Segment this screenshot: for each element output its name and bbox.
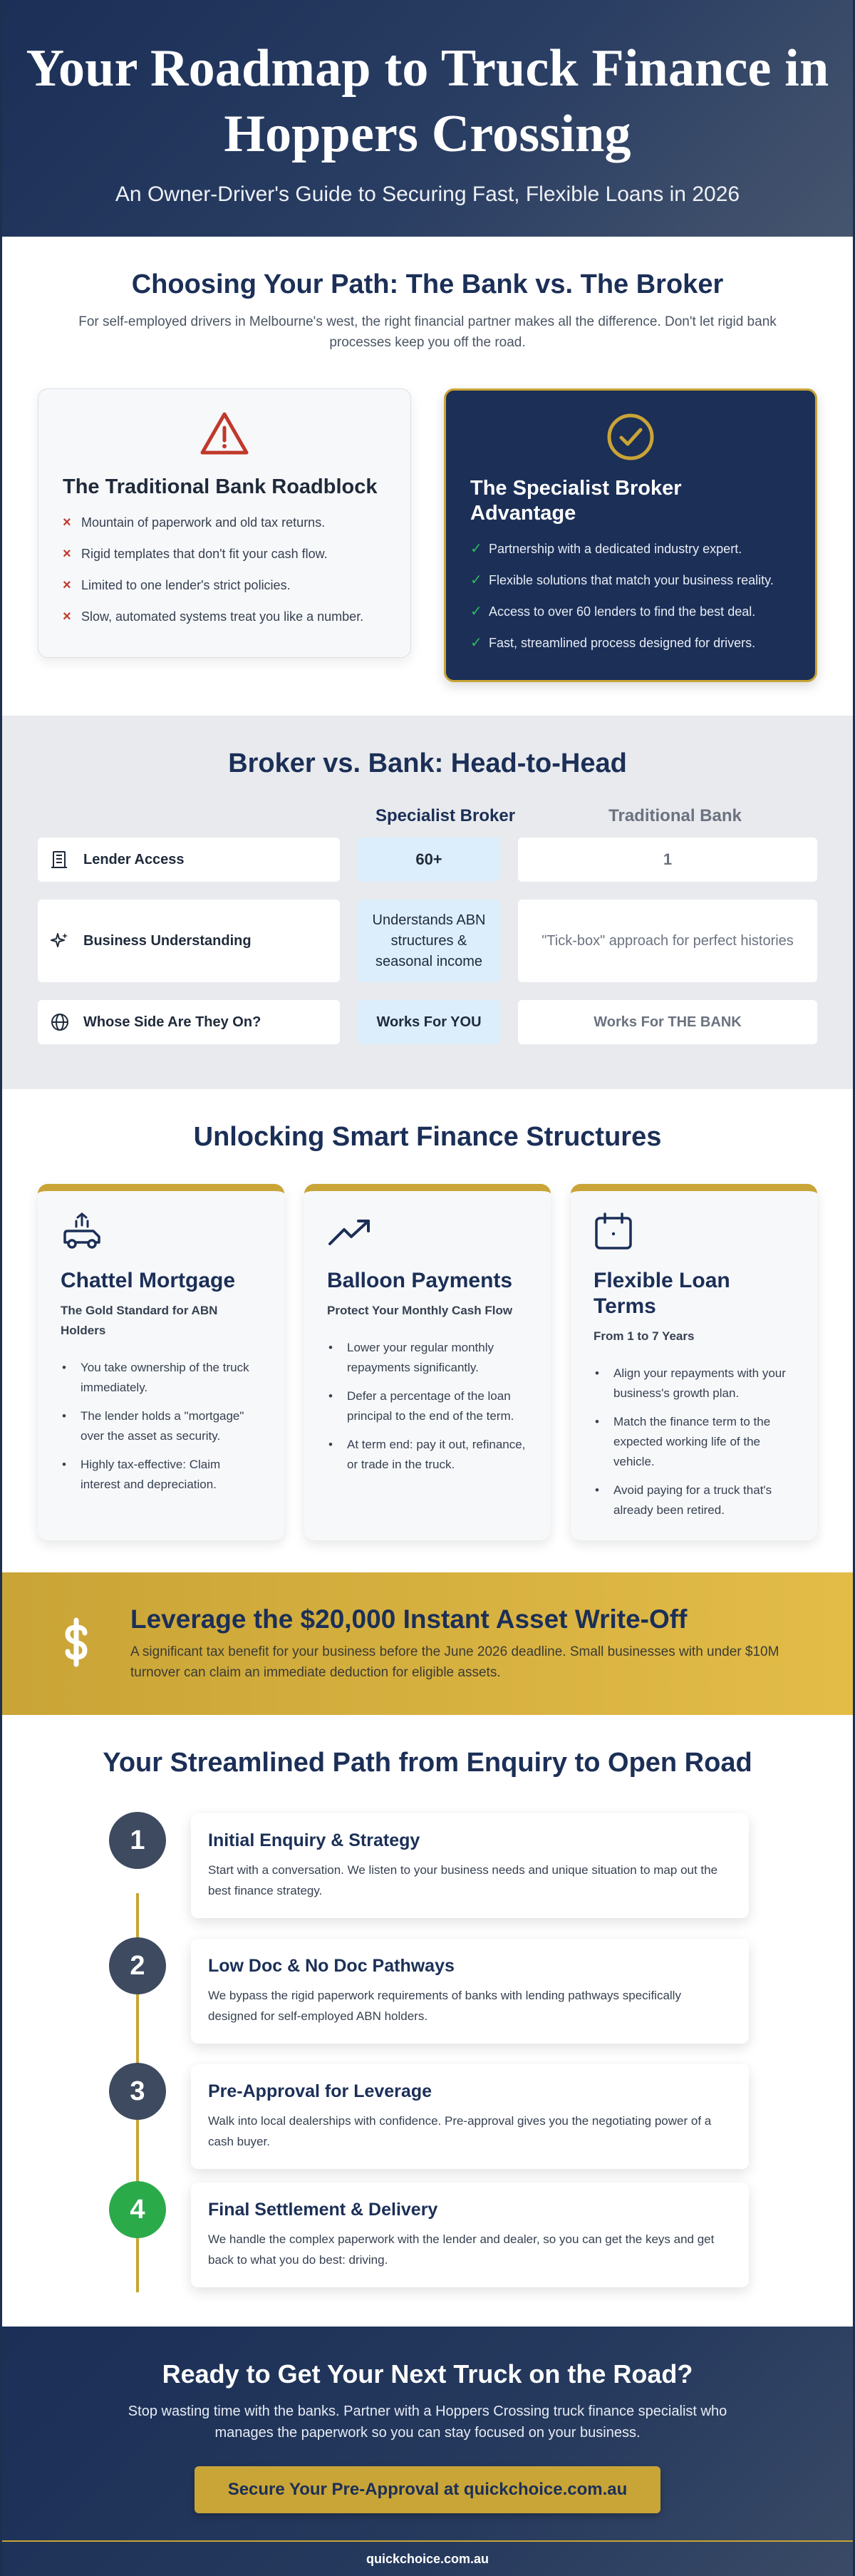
banner-title: Leverage the $20,000 Instant Asset Write-Off [130, 1604, 688, 1634]
calendar-icon [594, 1211, 794, 1252]
step-text: Walk into local dealerships with confidence. Pre-approval gives you the negotiating power of a cash buyer. [208, 2114, 712, 2148]
trend-up-icon [327, 1211, 528, 1252]
flexible-terms-card [571, 1184, 817, 1540]
list-item: ✓ Partnership with a dedicated industry expert. [470, 541, 742, 557]
step-number: 1 [109, 1812, 166, 1869]
step-number: 3 [109, 2063, 166, 2120]
column-header-broker: Specialist Broker [375, 806, 516, 825]
footer-link[interactable]: quickchoice.com.au [2, 2540, 853, 2576]
list-item: • Avoid paying for a truck that's already been retired. [594, 1480, 794, 1520]
page-title: Your Roadmap to Truck Finance in Hoppers Crossing [26, 39, 829, 163]
list-item: • Match the finance term to the expected working life of the vehicle. [594, 1412, 794, 1472]
bank-value: 1 [518, 838, 817, 882]
banner-description: A significant tax benefit for your business before the June 2026 deadline. Small businesses with under $10M turnover can claim an immediate deduction for eligible assets. [130, 1644, 779, 1680]
x-icon: × [63, 546, 71, 562]
step-title: Pre-Approval for Leverage [208, 2081, 432, 2101]
row-label: Business Understanding [38, 900, 340, 982]
card-subtitle: Protect Your Monthly Cash Flow [327, 1304, 513, 1317]
list-item: • Lower your regular monthly repayments significantly. [327, 1338, 528, 1378]
card-title: Flexible Loan Terms [594, 1269, 730, 1318]
comparison-cards [2, 388, 853, 682]
step-card [191, 1939, 749, 2044]
warning-icon [63, 411, 386, 460]
step-text: Start with a conversation. We listen to your business needs and unique situation to map out the best finance strategy. [208, 1863, 718, 1897]
check-icon: ✓ [470, 604, 482, 619]
section-title: Unlocking Smart Finance Structures [193, 1122, 662, 1152]
x-icon: × [63, 609, 71, 624]
bank-value: Works For THE BANK [518, 1000, 817, 1044]
list-item: × Rigid templates that don't fit your cash flow. [63, 546, 328, 562]
process-step-4 [109, 2181, 750, 2281]
comparison-header [2, 806, 853, 828]
list-item: • The lender holds a "mortgage" over the asset as security. [61, 1406, 261, 1446]
cta-title: Ready to Get Your Next Truck on the Road? [162, 2359, 693, 2389]
asset-write-off-banner [2, 1572, 853, 1715]
list-item: ✓ Fast, streamlined process designed for drivers. [470, 635, 756, 651]
finance-structures-section [2, 1089, 853, 1572]
section-title: Your Streamlined Path from Enquiry to Open Road [103, 1748, 752, 1778]
list-item: × Limited to one lender's strict policies. [63, 577, 291, 593]
comparison-rows [2, 838, 853, 1044]
step-card [191, 1813, 749, 1918]
cta-text: Stop wasting time with the banks. Partner with a Hoppers Crossing truck finance specialist who manages the paperwork so you can stay focused on your business. [128, 2404, 727, 2441]
list-item: ✓ Flexible solutions that match your business reality. [470, 572, 774, 588]
bank-card-title: The Traditional Bank Roadblock [63, 475, 378, 498]
section-title: Choosing Your Path: The Bank vs. The Broker [131, 269, 724, 299]
broker-value: Understands ABN structures & seasonal income [358, 900, 500, 982]
bank-value: "Tick-box" approach for perfect histories [518, 900, 817, 982]
list-item: • At term end: pay it out, refinance, or trade in the truck. [327, 1435, 528, 1475]
card-list [327, 1338, 528, 1475]
banner-text [130, 1604, 822, 1683]
pre-approval-button[interactable]: Secure Your Pre-Approval at quickchoice.com.au [195, 2466, 660, 2513]
process-step-2 [109, 1937, 750, 2037]
row-label: Lender Access [38, 838, 340, 882]
check-icon: ✓ [470, 541, 482, 557]
step-number: 2 [109, 1937, 166, 1994]
building-icon [51, 850, 69, 869]
section-lead: For self-employed drivers in Melbourne's west, the right financial partner makes all the difference. Don't let rigid bank processes keep you off the road. [78, 314, 777, 350]
broker-card [444, 388, 817, 682]
globe-icon [51, 1013, 69, 1031]
bank-card [38, 388, 411, 658]
list-item: • Highly tax-effective: Claim interest and depreciation. [61, 1455, 261, 1495]
row-label: Whose Side Are They On? [38, 1000, 340, 1044]
call-to-action [2, 2327, 853, 2576]
card-subtitle: The Gold Standard for ABN Holders [61, 1304, 218, 1337]
card-title: Balloon Payments [327, 1269, 513, 1292]
bank-vs-broker-section [2, 237, 853, 716]
step-title: Initial Enquiry & Strategy [208, 1830, 420, 1850]
step-title: Low Doc & No Doc Pathways [208, 1956, 455, 1976]
column-header-bank: Traditional Bank [608, 806, 742, 825]
list-item: ✓ Access to over 60 lenders to find the best deal. [470, 604, 756, 619]
broker-benefits-list [470, 540, 791, 651]
list-item: • You take ownership of the truck immediately. [61, 1358, 261, 1398]
x-icon: × [63, 577, 71, 593]
step-text: We bypass the rigid paperwork requirements of banks with lending pathways specifically designed for self-employed ABN holders. [208, 1989, 681, 2023]
list-item: × Slow, automated systems treat you like a number. [63, 609, 364, 624]
list-item: × Mountain of paperwork and old tax returns. [63, 515, 326, 530]
step-card [191, 2064, 749, 2169]
section-title: Broker vs. Bank: Head-to-Head [228, 748, 627, 778]
step-number: 4 [109, 2181, 166, 2238]
table-row [2, 838, 853, 882]
table-row [2, 900, 853, 982]
list-item: • Defer a percentage of the loan principal to the end of the term. [327, 1386, 528, 1426]
broker-value: 60+ [358, 838, 500, 882]
balloon-payments-card [304, 1184, 551, 1540]
chattel-mortgage-card [38, 1184, 284, 1540]
x-icon: × [63, 515, 71, 530]
card-list [594, 1364, 794, 1520]
check-icon: ✓ [470, 572, 482, 588]
table-row [2, 1000, 853, 1044]
check-icon: ✓ [470, 635, 482, 651]
card-title: Chattel Mortgage [61, 1269, 236, 1292]
page-subtitle: An Owner-Driver's Guide to Securing Fast, Flexible Loans in 2026 [115, 182, 740, 206]
card-list [61, 1358, 261, 1495]
card-subtitle: From 1 to 7 Years [594, 1329, 695, 1343]
broker-card-title: The Specialist Broker Advantage [470, 477, 682, 525]
step-title: Final Settlement & Delivery [208, 2200, 438, 2220]
list-item: • Align your repayments with your business's growth plan. [594, 1364, 794, 1403]
head-to-head-section [2, 716, 853, 1089]
check-circle-icon [470, 412, 791, 462]
step-text: We handle the complex paperwork with the lender and dealer, so you can get the keys and get back to what you do best: driving. [208, 2232, 715, 2267]
structure-cards [2, 1184, 853, 1540]
process-step-1 [109, 1812, 750, 1912]
truck-icon [61, 1211, 261, 1252]
process-section [2, 1715, 853, 2327]
bank-drawbacks-list [63, 514, 386, 625]
hero-header [2, 0, 853, 237]
sparkle-icon [51, 932, 69, 950]
dollar-icon [53, 1617, 99, 1671]
process-step-3 [109, 2063, 750, 2163]
broker-value: Works For YOU [358, 1000, 500, 1044]
step-card [191, 2183, 749, 2287]
